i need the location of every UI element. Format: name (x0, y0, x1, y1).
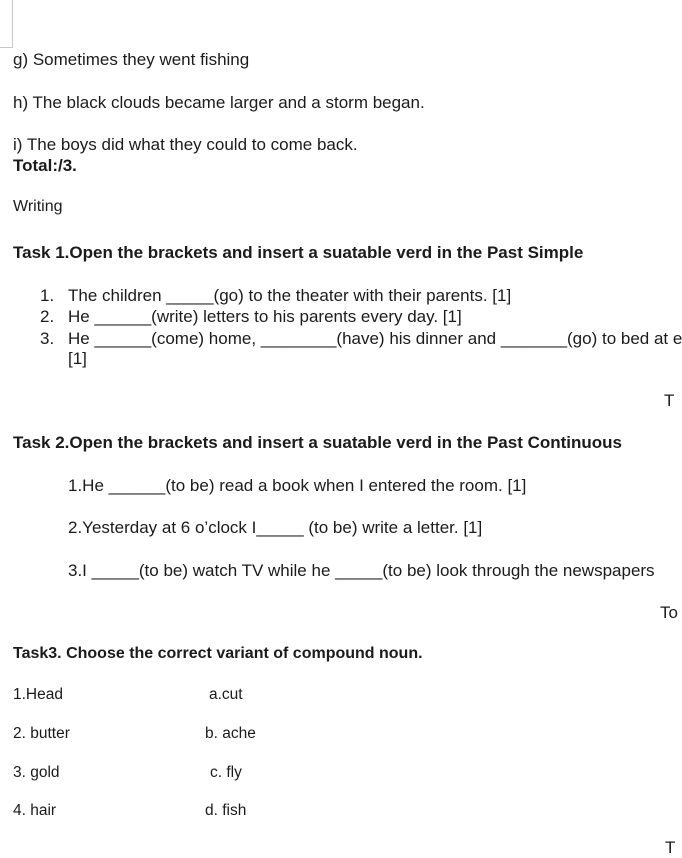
task3-right-2: b. ache (205, 725, 256, 742)
task2-item-3: 3.I _____(to be) watch TV while he _____(to be) look through the newspapers (68, 561, 655, 580)
task3-right-1: a.cut (209, 686, 243, 703)
story-item-h: h) The black clouds became larger and a storm began. (13, 93, 425, 112)
task2-total-cutoff: To (660, 603, 678, 622)
task2-item-2: 2.Yesterday at 6 o’clock I_____ (to be) write a letter. [1] (68, 518, 483, 537)
task3-left-1: 1.Head (13, 686, 63, 703)
task3-left-3: 3. gold (13, 764, 60, 781)
total-score: Total:/3. (13, 156, 77, 175)
section-heading-writing: Writing (13, 198, 63, 215)
page-corner-mark (0, 0, 13, 48)
task3-left-4: 4. hair (13, 802, 57, 819)
task1-title: Task 1.Open the brackets and insert a suatable verd in the Past Simple (13, 243, 584, 262)
task3-title: Task3. Choose the correct variant of compound noun. (13, 645, 423, 662)
task1-item-3-number: 3. (40, 329, 55, 348)
task1-item-3-text: He ______(come) home, ________(have) his dinner and _______(go) to bed at e (68, 329, 682, 348)
task1-item-2-number: 2. (40, 307, 55, 326)
task1-item-2-text: He ______(write) letters to his parents every day. [1] (68, 307, 462, 326)
task3-right-3: c. fly (210, 764, 242, 781)
task1-item-1-text: The children _____(go) to the theater with their parents. [1] (68, 286, 512, 305)
task3-total-cutoff: T (665, 838, 676, 857)
task2-item-1: 1.He ______(to be) read a book when I entered the room. [1] (68, 476, 527, 495)
task1-total-cutoff: T (664, 391, 675, 410)
task2-title: Task 2.Open the brackets and insert a suatable verd in the Past Continuous (13, 433, 623, 452)
task1-item-3-mark: [1] (68, 349, 87, 368)
story-item-i: i) The boys did what they could to come back. (13, 135, 358, 154)
task3-left-2: 2. butter (13, 725, 70, 742)
task3-right-4: d. fish (205, 802, 247, 819)
story-item-g: g) Sometimes they went fishing (13, 50, 250, 69)
task1-item-1-number: 1. (40, 286, 55, 305)
